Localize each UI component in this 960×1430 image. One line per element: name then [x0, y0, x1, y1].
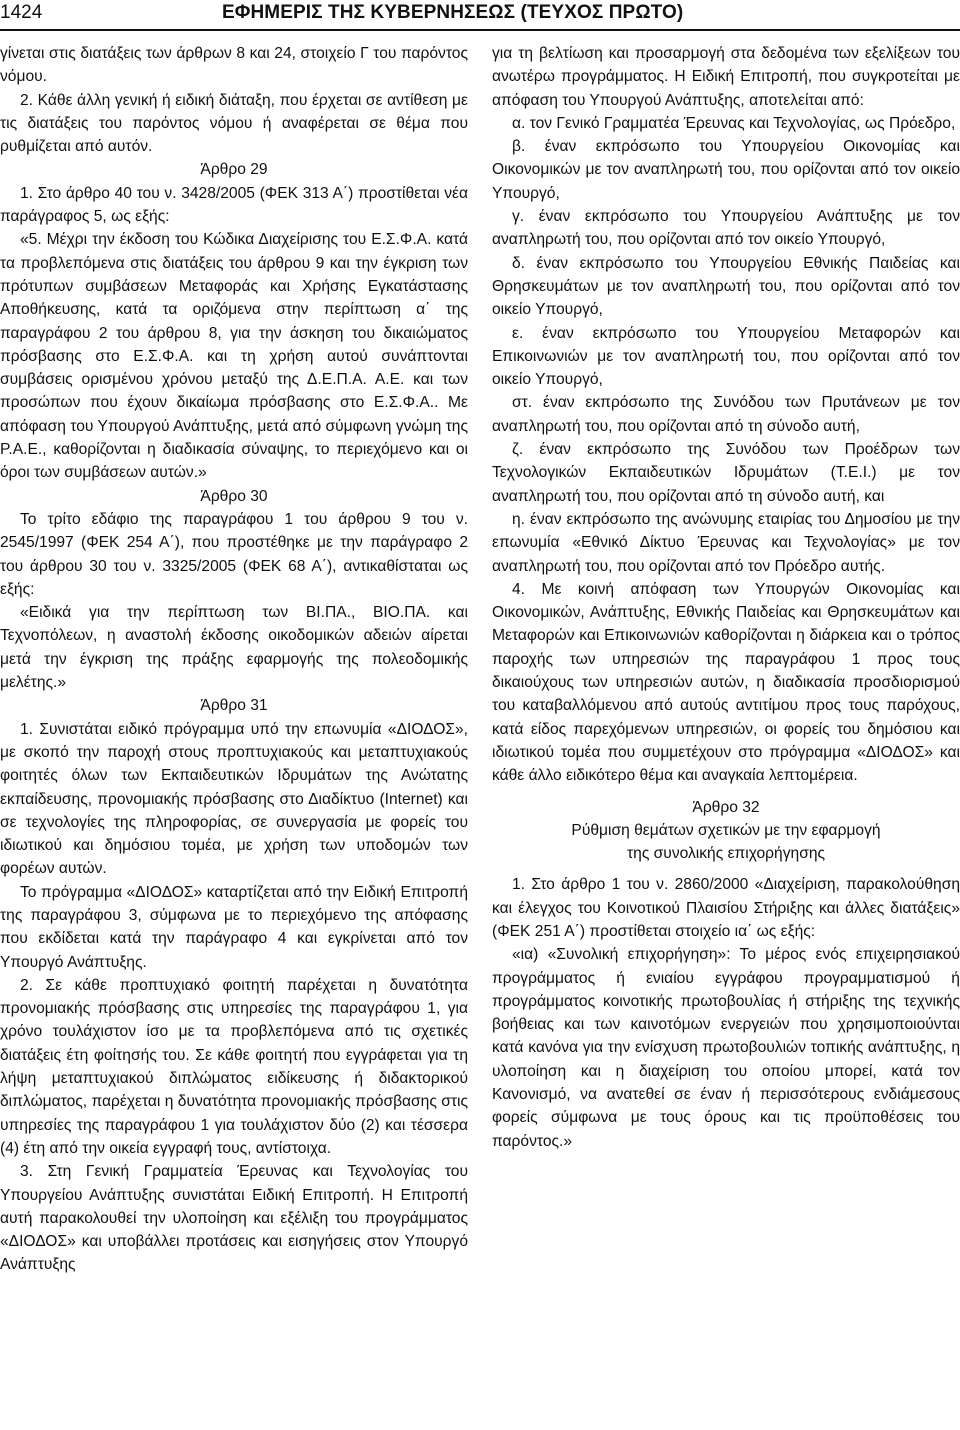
paragraph: «Ειδικά για την περίπτωση των ΒΙ.ΠΑ., ΒΙΟ.ΠΑ. και Τεχνοπόλεων, η αναστολή έκδοσης οικοδομικών αδειών αίρεται μετά την έγκριση της πράξης εφαρμογής της πολεοδομικής μελέτης.»: [0, 604, 468, 692]
page-number: 1424: [0, 2, 43, 23]
article-29-heading: Άρθρο 29: [200, 161, 268, 179]
paragraph: 1. Στο άρθρο 1 του ν. 2860/2000 «Διαχείριση, παρακολούθηση και έλεγχος του Κοινοτικού Πλαισίου Στήριξης και άλλες διατάξεις» (ΦΕΚ 251 Α΄) προστίθεται στοιχείο ια΄ ως εξής:: [492, 876, 960, 940]
article-32-title-line: Ρύθμιση θεμάτων σχετικών με την εφαρμογή: [571, 821, 881, 839]
article-32-title-line: της συνολικής επιχορήγησης: [626, 845, 826, 863]
list-item: η. έναν εκπρόσωπο της ανώνυμης εταιρίας του Δημοσίου με την επωνυμία «Εθνικό Δίκτυο Έρευνας και Τεχνολογίας» με τον αναπληρωτή του, που ορίζονται από τον Πρόεδρο αυτής.: [492, 510, 960, 575]
paragraph: 2. Κάθε άλλη γενική ή ειδική διάταξη, που έρχεται σε αντίθεση με τις διατάξεις του παρόντος νόμου ή αναφέρεται σε θέμα που ρυθμίζεται από αυτόν.: [0, 91, 468, 156]
list-item: δ. έναν εκπρόσωπο του Υπουργείου Εθνικής Παιδείας και Θρησκευμάτων με τον αναπληρωτή του, που ορίζονται από τον οικείο Υπουργό,: [492, 254, 960, 319]
article-32-heading: Άρθρο 32: [692, 798, 760, 816]
list-item: α. τον Γενικό Γραμματέα Έρευνας και Τεχνολογίας, ως Πρόεδρο,: [512, 114, 956, 132]
list-item: γ. έναν εκπρόσωπο του Υπουργείου Ανάπτυξης με τον αναπληρωτή του, που ορίζονται από τον οικείο Υπουργό,: [492, 208, 960, 249]
left-column: [0, 42, 468, 1277]
paragraph: 4. Με κοινή απόφαση των Υπουργών Οικονομίας και Οικονομικών, Ανάπτυξης, Εθνικής Παιδείας και Θρησκευμάτων και Μεταφορών και Επικοινωνιών καθορίζονται η διάρκεια και ο τρόπος παροχής των υπηρεσιών της παραγράφου 1 προς τους δικαιούχους των υπηρεσιών αυτών, η διαδικασία προσδιορισμού του καταβαλλόμενου από αυτούς αντιτίμου προς τους παρόχους, κατά είδος παρεχόμενων υπηρεσιών, οι φορείς του δημόσιου και ιδιωτικού τομέα που συμμετέχουν στο πρόγραμμα «ΔΙΟΔΟΣ» και κάθε άλλο ειδικότερο θέμα και αναγκαία λεπτομέρεια.: [492, 580, 960, 785]
paragraph: 1. Συνιστάται ειδικό πρόγραμμα υπό την επωνυμία «ΔΙΟΔΟΣ», με σκοπό την παροχή στους προπτυχιακούς και μεταπτυχιακούς φοιτητές όλων των Εκπαιδευτικών Ιδρυμάτων της Ανώτατης εκπαίδευσης, προνομιακής πρόσβασης στο Διαδίκτυο (Internet) και σε τεχνολογίες της πληροφορίας, σε συνεργασία με φορείς του ιδιωτικού και δημόσιου τομέα, με χρήση των υποδομών των φορέων αυτών.: [0, 720, 468, 878]
paragraph: «ια) «Συνολική επιχορήγηση»: Το μέρος ενός επιχειρησιακού προγράμματος ή ενιαίου εγγράφου προγραμματισμού ή προγράμματος κοινοτικής πρωτοβουλίας ή στήριξης της τεχνικής βοήθειας και των καινοτόμων ενεργειών που χρησιμοποιούνται κατά κανόνα για την ενίσχυση πρωτοβουλιών τοπικής ανάπτυξης, η υλοποίηση και η διαχείριση του οποίου μπορεί, κατά τον Κανονισμό, να ανατεθεί σε έναν ή περισσότερους ενδιάμεσους φορείς σύμφωνα με τους όρους και τις προϋποθέσεις του παρόντος.»: [492, 946, 960, 1150]
list-item: β. έναν εκπρόσωπο του Υπουργείου Οικονομίας και Οικονομικών με τον αναπληρωτή του, που ορίζονται από τον οικείο Υπουργό,: [492, 138, 960, 202]
paragraph: Το τρίτο εδάφιο της παραγράφου 1 του άρθρου 9 του ν. 2545/1997 (ΦΕΚ 254 Α΄), που προστέθηκε με την παράγραφο 2 του άρθρου 30 του ν. 3325/2005 (ΦΕΚ 68 Α΄), αντικαθίσταται ως εξής:: [0, 510, 468, 598]
paragraph: 3. Στη Γενική Γραμματεία Έρευνας και Τεχνολογίας του Υπουργείου Ανάπτυξης συνιστάται Ειδική Επιτροπή. Η Επιτροπή αυτή παρακολουθεί την υλοποίηση και εξέλιξη του προγράμματος «ΔΙΟΔΟΣ» και υποβάλλει προτάσεις και εισηγήσεις στον Υπουργό Ανάπτυξης: [0, 1163, 468, 1274]
paragraph: γίνεται στις διατάξεις των άρθρων 8 και 24, στοιχείο Γ του παρόντος νόμου.: [0, 45, 468, 86]
header-divider: [0, 29, 960, 31]
paragraph: «5. Μέχρι την έκδοση του Κώδικα Διαχείρισης του Ε.Σ.Φ.Α. κατά τα προβλεπόμενα στις διατάξεις του άρθρου 9 και την έγκριση των πρότυπων συμβάσεων Μεταφοράς και Χρήσης Εγκατάστασης Αποθήκευσης, κατά τα οριζόμενα στην περίπτωση α΄ της παραγράφου 2 του άρθρου 8, για την άσκηση του δικαιώματος πρόσβασης στο Ε.Σ.Φ.Α. και τη χρήση αυτού συνάπτονται συμβάσεις ορισμένου χρόνου μεταξύ της Δ.Ε.Π.Α. Α.Ε. και των προσώπων που έχουν δικαίωμα πρόσβασης στο Ε.Σ.Φ.Α.. Με απόφαση του Υπουργού Ανάπτυξης, μετά από σύμφωνη γνώμη της Ρ.Α.Ε., καθορίζονται η διαδικασία σύναψης, το περιεχόμενο και οι όροι των συμβάσεων αυτών.»: [0, 231, 468, 482]
right-column: [492, 42, 960, 1153]
list-item: στ. έναν εκπρόσωπο της Συνόδου των Πρυτάνεων με τον αναπληρωτή του, που ορίζονται από τη σύνοδο αυτή,: [492, 394, 960, 435]
paragraph: 2. Σε κάθε προπτυχιακό φοιτητή παρέχεται η δυνατότητα προνομιακής πρόσβασης στις υπηρεσίες της παραγράφου 1, για χρόνο τουλάχιστον ίσο με τα προβλεπόμενα από τις σχετικές διατάξεις έτη φοίτησής του. Σε κάθε φοιτητή που εγγράφεται για τη λήψη μεταπτυχιακού διπλώματος ειδίκευσης ή διδακτορικού διπλώματος, παρέχεται η δυνατότητα προνομιακής πρόσβασης στις υπηρεσίες της παραγράφου 1 για τουλάχιστον δύο (2) και τέσσερα (4) έτη από την οικεία εγγραφή τους, αντίστοιχα.: [0, 976, 468, 1157]
article-31-heading: Άρθρο 31: [200, 697, 268, 715]
list-item: ζ. έναν εκπρόσωπο της Συνόδου των Προέδρων των Τεχνολογικών Εκπαιδευτικών Ιδρυμάτων (Τ.Ε.Ι.) με τον αναπληρωτή του, που ορίζονται από τη σύνοδο αυτή, και: [492, 441, 960, 505]
paragraph: 1. Στο άρθρο 40 του ν. 3428/2005 (ΦΕΚ 313 Α΄) προστίθεται νέα παράγραφος 5, ως εξής:: [0, 184, 468, 226]
list-item: ε. έναν εκπρόσωπο του Υπουργείου Μεταφορών και Επικοινωνιών με τον αναπληρωτή του, που ορίζονται από τον οικείο Υπουργό,: [492, 324, 960, 389]
spacer: [492, 865, 960, 873]
paragraph: για τη βελτίωση και προσαρμογή στα δεδομένα των εξελίξεων του ανωτέρω προγράμματος. Η Ειδική Επιτροπή, που συγκροτείται με απόφαση του Υπουργού Ανάπτυξης, αποτελείται από:: [492, 45, 960, 109]
paragraph: Το πρόγραμμα «ΔΙΟΔΟΣ» καταρτίζεται από την Ειδική Επιτροπή της παραγράφου 3, σύμφωνα με το περιεχόμενο της απόφασης που εκδίδεται κατά την παράγραφο 4 και εγκρίνεται από τον Υπουργό Ανάπτυξης.: [0, 883, 468, 971]
spacer: [492, 788, 960, 796]
gazette-title: ΕΦΗΜΕΡΙΣ ΤΗΣ ΚΥΒΕΡΝΗΣΕΩΣ (ΤΕΥΧΟΣ ΠΡΩΤΟ): [222, 2, 684, 23]
page-header: [0, 0, 960, 26]
article-30-heading: Άρθρο 30: [200, 487, 268, 505]
